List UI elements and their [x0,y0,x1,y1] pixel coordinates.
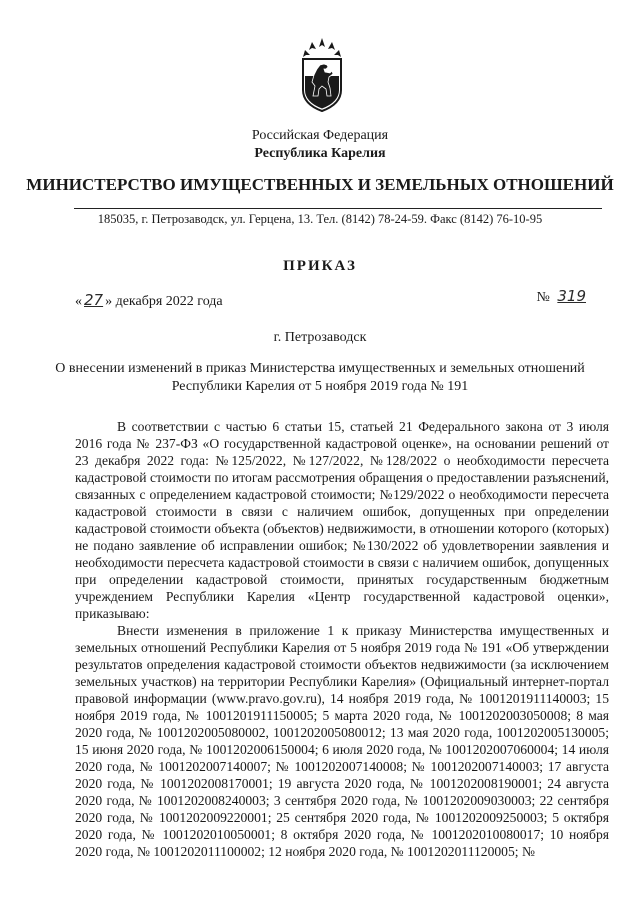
republic-name: Республика Карелия [254,146,386,161]
date-close-quote: » [105,294,113,309]
body-paragraph-1: В соответствии с частью 6 статьи 15, статьей 21 Федерального закона от 3 июля 2016 года № 237-ФЗ «О государственной кадастровой оценке», на основании решений от 23 декабря 2022 года: №125/2022, №127/2022, №128/2022 о необходимости пересчета кадастровой стоимости по итогам рассмотрения обращения о предоставлении разъяснений, связанных с определением кадастровой стоимости; №129/2022 о необходимости пересчета кадастровой стоимости в связи с наличием ошибок, допущенных при определении кадастровой стоимости объекта (объектов) недвижимости, в отношении которого (которых) не подано заявление об исправлении ошибок; №130/2022 об удовлетворении заявления и необходимости пересчета кадастровой стоимости в связи с наличием ошибок, допущенных при определении кадастровой стоимости, принятых государственным бюджетным учреждением Республики Карелия «Центр государственной кадастровой оценки», приказываю: [75,419,609,621]
order-number [537,287,591,306]
coat-of-arms-icon [297,38,347,112]
subject-line-1: О внесении изменений в приказ Министерства имущественных и земельных отношений [55,361,585,376]
handwritten-number: 319 [557,287,586,305]
date-open-quote: « [75,294,82,309]
document-title: ПРИКАЗ [283,258,357,274]
ministry-address: 185035, г. Петрозаводск, ул. Герцена, 13. Тел. (8142) 78-24-59. Факс (8142) 76-10-95 [97,212,543,226]
order-body [75,418,609,860]
body-paragraph-2: Внести изменения в приложение 1 к приказу Министерства имущественных и земельных отношений Республики Карелия от 5 ноября 2019 года № 191 «Об утверждении результатов определения кадастровой стоимости объектов недвижимости (за исключением земельных участков) на территории Республики Карелия» (Официальный интернет-портал правовой информации (www.pravo.gov.ru), 14 ноября 2019 года, № 1001201911140003; 15 ноября 2019 года, № 1001201911150005; 5 марта 2020 года, № 1001202003050008; 8 мая 2020 года, № 1001202005080002, 1001202005080012; 13 мая 2020 года, 1001202005130005; 15 июня 2020 года, № 1001202006150004; 6 июля 2020 года, № 1001202007060004; 14 июля 2020 года, № 1001202007140007; № 1001202007140008; № 1001202007140003; 17 августа 2020 года, № 1001202008170001; 19 августа 2020 года, № 1001202008190001; 24 августа 2020 года, № 1001202008240003; 3 сентября 2020 года, № 1001202009030003; 22 сентября 2020 года, № 1001202009220001; 25 сентября 2020 года, № 1001202009250003; 5 октября 2020 года, № 1001202010050001; 8 октября 2020 года, № 1001202010080017; 10 ноября 2020 года, № 1001202011100002; 12 ноября 2020 года, № 1001202011120005; № [75,623,609,859]
date-month-year: декабря 2022 года [112,294,223,309]
order-date [75,291,223,310]
subject-line-2: Республики Карелия от 5 ноября 2019 года № 191 [171,379,469,394]
order-subject [0,360,640,396]
issue-city: г. Петрозаводск [273,330,367,345]
header-divider [74,208,602,209]
ministry-name: МИНИСТЕРСТВО ИМУЩЕСТВЕННЫХ И ЗЕМЕЛЬНЫХ ОТНОШЕНИЙ [26,175,614,194]
country-name: Российская Федерация [251,128,389,143]
number-label: № [536,290,550,305]
handwritten-day: 27 [84,291,104,309]
